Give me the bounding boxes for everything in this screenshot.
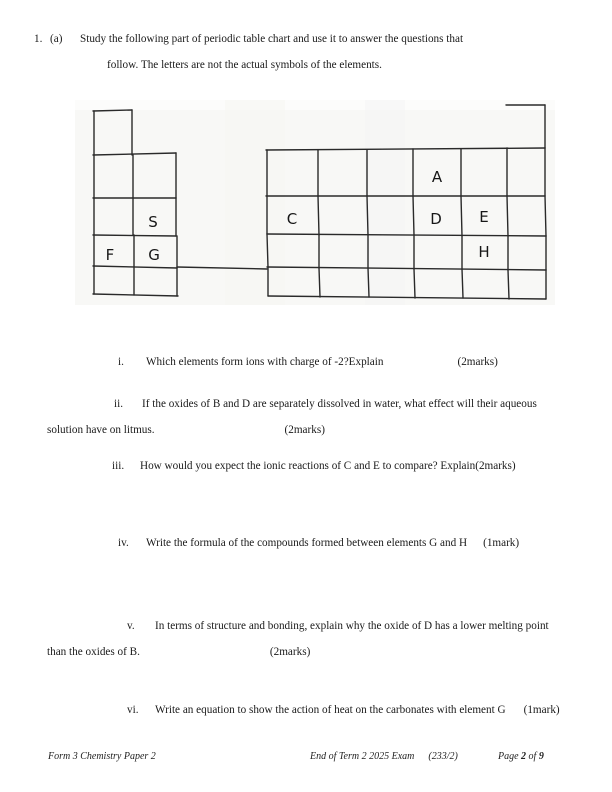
question-item-iv [118, 538, 588, 549]
periodic-table-figure [75, 100, 555, 305]
element-label-D: D [430, 210, 442, 228]
footer-page-total: 9 [538, 751, 544, 762]
footer-paper-code: (233/2) [428, 751, 458, 762]
element-label-A: A [431, 168, 443, 186]
periodic-table-drawing [75, 100, 555, 305]
question-1a-intro [34, 34, 574, 71]
question-text-v-continued-line [47, 647, 597, 658]
question-letter: (a) [50, 33, 63, 45]
intro-first-line [34, 34, 574, 45]
footer-exam-title: End of Term 2 2025 Exam [310, 751, 415, 762]
element-label-H: H [478, 243, 490, 261]
question-text-v-cont: than the oxides of B. [47, 646, 140, 659]
question-item-i [118, 357, 588, 368]
question-text-ii-cont: solution have on litmus. [47, 424, 155, 437]
question-roman-iv: iv. [118, 537, 129, 549]
question-item-vi [127, 705, 597, 716]
footer-page-number [498, 751, 544, 762]
question-text-iii: How would you expect the ionic reactions of C and E to compare? Explain(2marks) [140, 460, 516, 472]
question-marks-i: (2marks) [457, 356, 498, 368]
question-roman-v: v. [127, 620, 135, 632]
question-roman-i: i. [118, 356, 124, 368]
element-label-F: F [105, 246, 115, 264]
question-roman-ii: ii. [114, 398, 124, 410]
question-text-i: Which elements form ions with charge of -2?Explain [146, 356, 384, 368]
question-marks-vi: (1mark) [523, 704, 560, 716]
question-number: 1. [34, 33, 43, 45]
footer-page-prefix: Page [498, 751, 519, 762]
question-text-vi: Write an equation to show the action of heat on the carbonates with element G [155, 704, 506, 716]
footer-page-current: 2 [521, 751, 527, 762]
element-label-E: E [479, 208, 489, 226]
footer-page-of: of [528, 751, 537, 762]
question-text-ii-continued-line [47, 425, 584, 436]
question-marks-v: (2marks) [269, 646, 311, 659]
question-item-v [47, 620, 597, 659]
question-text-ii: If the oxides of B and D are separately dissolved in water, what effect will their aqueous [142, 398, 537, 410]
footer-paper-name: Form 3 Chemistry Paper 2 [48, 751, 156, 762]
question-roman-vi: vi. [127, 704, 139, 716]
footer-exam-info [310, 751, 458, 762]
element-label-C: C [286, 210, 298, 228]
element-label-S: S [148, 213, 158, 231]
question-marks-ii: (2marks) [284, 424, 325, 437]
question-marks-iv: (1mark) [483, 537, 520, 549]
question-item-iii [112, 461, 582, 472]
intro-text-line-2: follow. The letters are not the actual symbols of the elements. [107, 59, 382, 72]
element-label-G: G [148, 246, 160, 264]
intro-text-line-1: Study the following part of periodic table chart and use it to answer the questions that [80, 33, 464, 45]
question-item-ii [47, 398, 584, 437]
question-text-v: In terms of structure and bonding, explain why the oxide of D has a lower melting point [155, 620, 549, 632]
question-text-iv: Write the formula of the compounds formed between elements G and H [146, 537, 468, 549]
question-roman-iii: iii. [112, 460, 125, 472]
